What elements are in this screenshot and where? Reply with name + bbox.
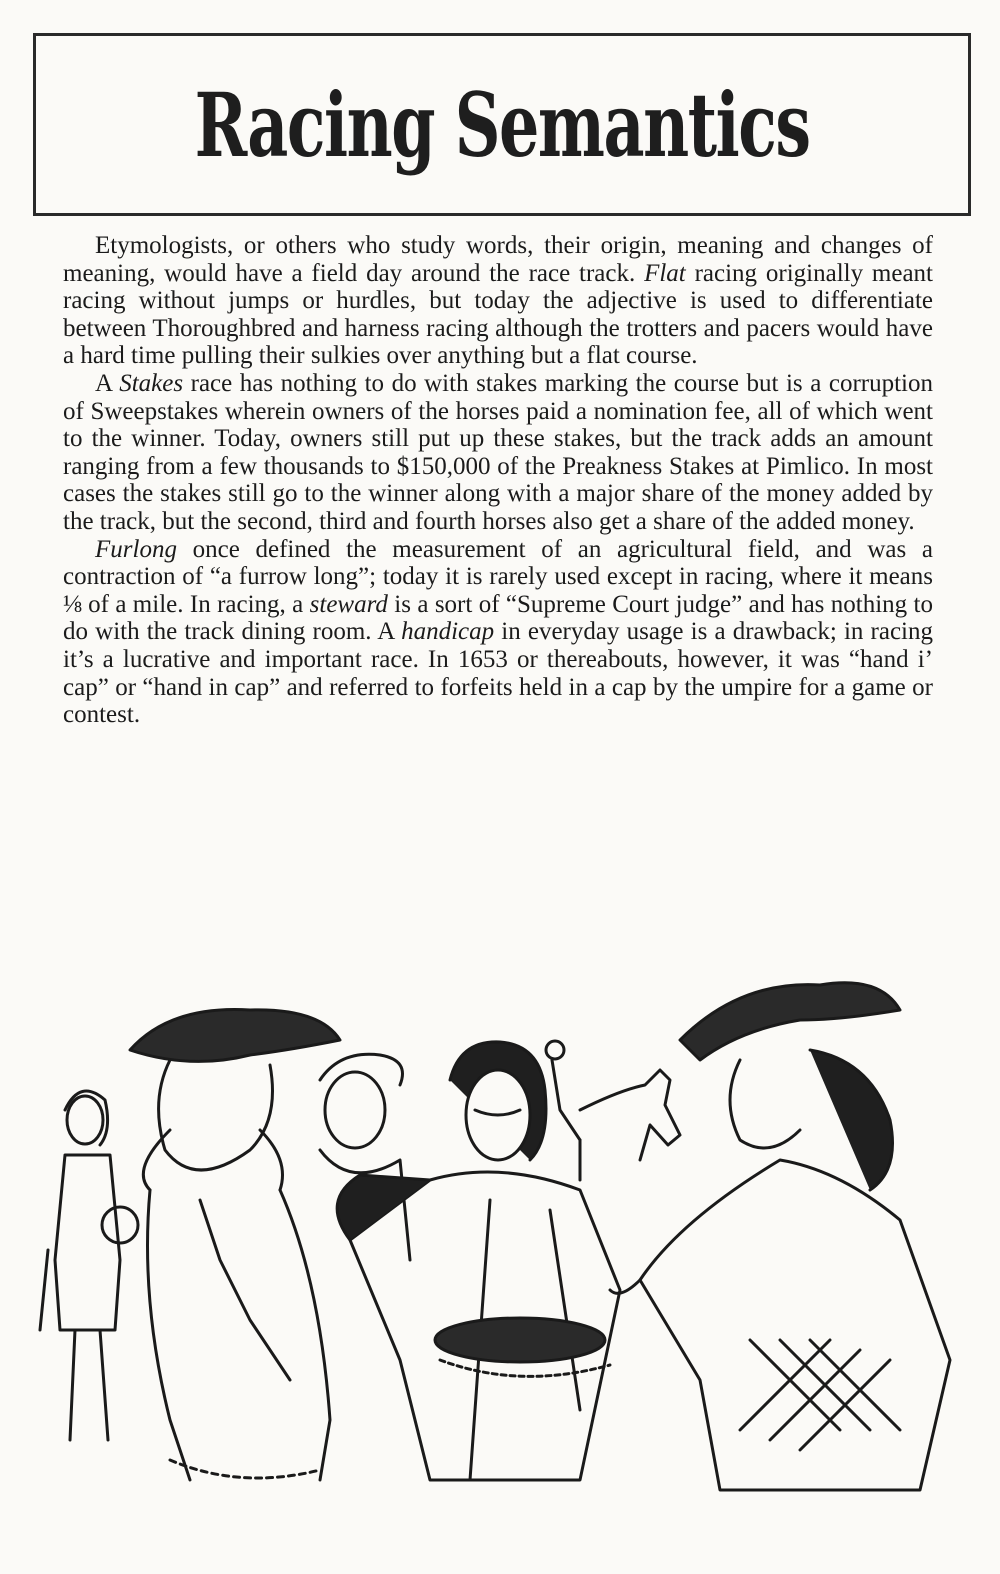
text-segment: Etymologists, or others who study words, their origin, meaning and changes of meaning, would have a field day around the race track. xyxy=(63,232,933,287)
cavaliers-illustration xyxy=(20,960,980,1530)
term-handicap: handicap xyxy=(401,618,495,646)
text-segment: race has nothing to do with stakes marking the course but is a corruption of Sweepstakes wherein owners of the horses paid a nomination fee, all of which went to the winner. Today, owners still put up these stakes, but the track adds an amount ranging from a few thousands to $150,000 of the Preakness Stakes at Pimlico. In most cases the stakes still go to the winner along with a major share of the money added by the track, but the second, third and fourth horses also get a share of the added money. xyxy=(63,369,933,535)
article-body xyxy=(63,232,933,729)
horse-and-rider xyxy=(546,1041,680,1180)
text-segment: once defined the measurement of an agricultural field, and was a contraction of “a furrow long”; today it is rarely used except in racing, where it means ⅛ of a mile. In racing, a xyxy=(63,535,933,618)
paragraph-stakes xyxy=(63,370,933,536)
right-cavalier xyxy=(610,983,950,1490)
central-cavalier xyxy=(337,1042,620,1480)
text-segment: A xyxy=(95,369,120,397)
term-flat: Flat xyxy=(644,259,686,287)
text-segment: racing originally meant racing without jumps or hurdles, but today the adjective is used to differentiate between Thoroughbred and harness racing although the trotters and pacers would have a hard time pulling their sulkies over anything but a flat course. xyxy=(63,259,933,370)
courtier-figure-elder xyxy=(130,1010,340,1481)
term-stakes: Stakes xyxy=(119,369,184,397)
paragraph-flat xyxy=(63,232,933,370)
term-furlong: Furlong xyxy=(95,535,177,563)
title-box xyxy=(33,33,971,216)
page-title: Racing Semantics xyxy=(194,72,810,177)
paragraph-furlong xyxy=(63,536,933,729)
courtier-figure-left xyxy=(40,1091,138,1440)
text-segment: in everyday usage is a drawback; in racing it’s a lucrative and important race. In 1653 or thereabouts, however, it was “hand i’ cap” or “hand in cap” and referred to forfeits held in a cap by the umpire for a game or contest. xyxy=(63,618,933,729)
term-steward: steward xyxy=(309,590,388,618)
text-segment: is a sort of “Supreme Court judge” and has nothing to do with the track dining room. A xyxy=(63,590,933,646)
